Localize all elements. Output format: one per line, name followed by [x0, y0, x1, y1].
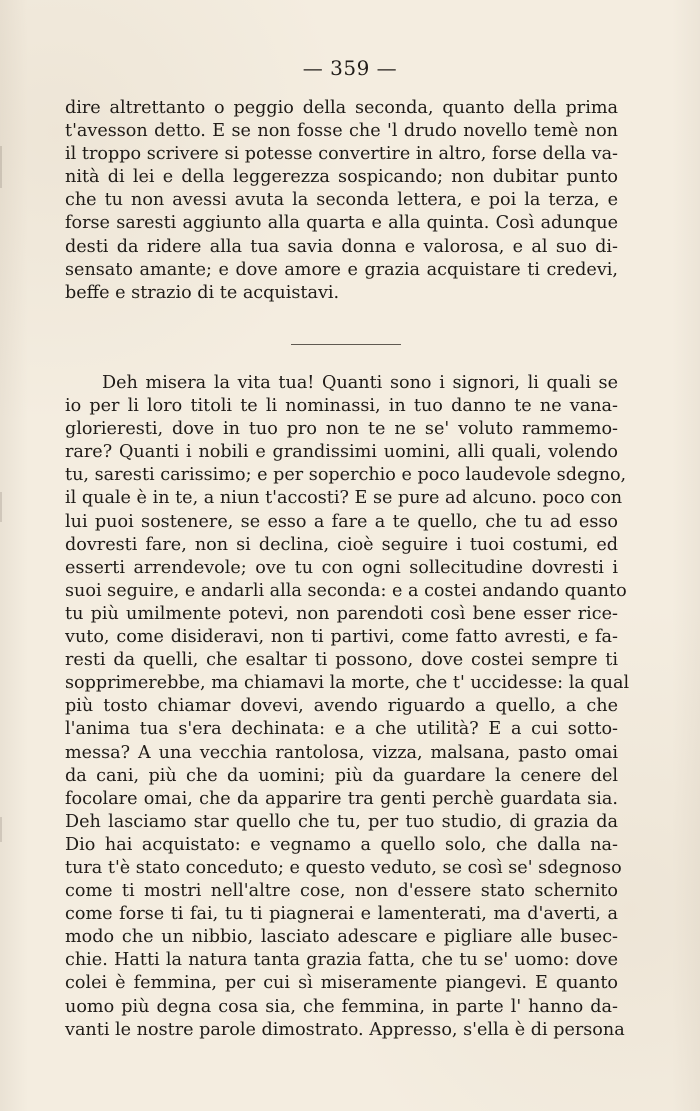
- text-line: dovresti fare, non si declina, cioè seguire i tuoi costumi, ed: [65, 534, 618, 555]
- text-line: suoi seguire, e andarli alla seconda: e a costei andando quanto: [65, 580, 627, 601]
- text-line: beffe e strazio di te acquistavi.: [65, 282, 340, 303]
- margin-mark: [0, 817, 2, 842]
- text-line: glorieresti, dove in tuo pro non te ne se' voluto rammemo-: [65, 419, 618, 440]
- text-line: dire altrettanto o peggio della seconda, quanto della prima: [65, 98, 618, 118]
- text-line: Dio hai acquistato: e vegnamo a quello solo, che dalla na-: [65, 834, 618, 855]
- text-line: esserti arrendevole; ove tu con ogni sollecitudine dovresti i: [65, 557, 618, 578]
- paragraph-2: [65, 372, 630, 1042]
- text-line: tu più umilmente potevi, non parendoti così bene esser rice-: [65, 603, 618, 624]
- text-line: da cani, più che da uomini; più da guardare la cenere del: [65, 765, 618, 786]
- text-line: più tosto chiamar dovevi, avendo riguardo a quello, a che: [65, 696, 618, 717]
- text-line: tura t'è stato conceduto; e questo veduto, se così se' sdegnoso: [65, 857, 622, 878]
- text-line: chie. Hatti la natura tanta grazia fatta, che tu se' uomo: dove: [65, 950, 618, 971]
- text-line: rare? Quanti i nobili e grandissimi uomini, alli quali, volendo: [65, 442, 618, 463]
- text-line: focolare omai, che da apparire tra genti perchè guardata sia.: [65, 788, 618, 809]
- text-line: come forse ti fai, tu ti piagnerai e lamenterati, ma d'averti, a: [65, 904, 618, 925]
- text-line: che tu non avessi avuta la seconda lettera, e poi la terza, e: [65, 190, 618, 211]
- text-line: sensato amante; e dove amore e grazia acquistare ti credevi,: [65, 259, 618, 280]
- margin-mark: [0, 492, 2, 522]
- paragraph-1: [65, 97, 618, 305]
- text-line: resti da quelli, che esaltar ti possono, dove costei sempre ti: [65, 650, 618, 671]
- text-line: vanti le nostre parole dimostrato. Appresso, s'ella è di persona: [65, 1019, 625, 1040]
- text-line: desti da ridere alla tua savia donna e valorosa, e al suo di-: [65, 236, 618, 257]
- text-line: io per li loro titoli te li nominassi, in tuo danno te ne vana-: [65, 396, 618, 417]
- text-line: lui puoi sostenere, se esso a fare a te quello, che tu ad esso: [65, 511, 618, 532]
- text-line: messa? A una vecchia rantolosa, vizza, malsana, pasto omai: [65, 742, 618, 763]
- text-line: colei è femmina, per cui sì miseramente piangevi. E quanto: [65, 973, 618, 994]
- text-line: l'anima tua s'era dechinata: e a che utilità? E a cui sotto-: [65, 719, 618, 740]
- text-line: Deh misera la vita tua! Quanti sono i signori, li quali se: [102, 373, 618, 393]
- text-line: modo che un nibbio, lasciato adescare e pigliare alle busec-: [65, 927, 618, 948]
- text-line: sopprimerebbe, ma chiamavi la morte, che t' uccidesse: la qual: [65, 673, 630, 694]
- text-line: forse saresti aggiunto alla quarta e alla quinta. Così adunque: [65, 213, 618, 234]
- text-line: tu, saresti carissimo; e per soperchio e poco laudevole sdegno,: [65, 465, 627, 486]
- text-line: come ti mostri nell'altre cose, non d'essere stato schernito: [65, 881, 618, 902]
- margin-mark: [0, 146, 2, 188]
- text-line: t'avesson detto. E se non fosse che 'l drudo novello temè non: [65, 121, 618, 142]
- text-line: il quale è in te, a niun t'accosti? E se pure ad alcuno. poco con: [65, 488, 623, 509]
- page-number: — 359 —: [302, 56, 398, 80]
- text-line: Deh lasciamo star quello che tu, per tuo studio, di grazia da: [65, 811, 618, 832]
- text-line: uomo più degna cosa sia, che femmina, in parte l' hanno da-: [65, 996, 618, 1017]
- text-line: il troppo scrivere si potesse convertire in altro, forse della va-: [65, 144, 618, 165]
- text-line: nità di lei e della leggerezza sospicando; non dubitar punto: [65, 167, 618, 188]
- text-line: vuto, come disideravi, non ti partivi, come fatto avresti, e fa-: [65, 627, 618, 648]
- section-divider: [291, 344, 401, 345]
